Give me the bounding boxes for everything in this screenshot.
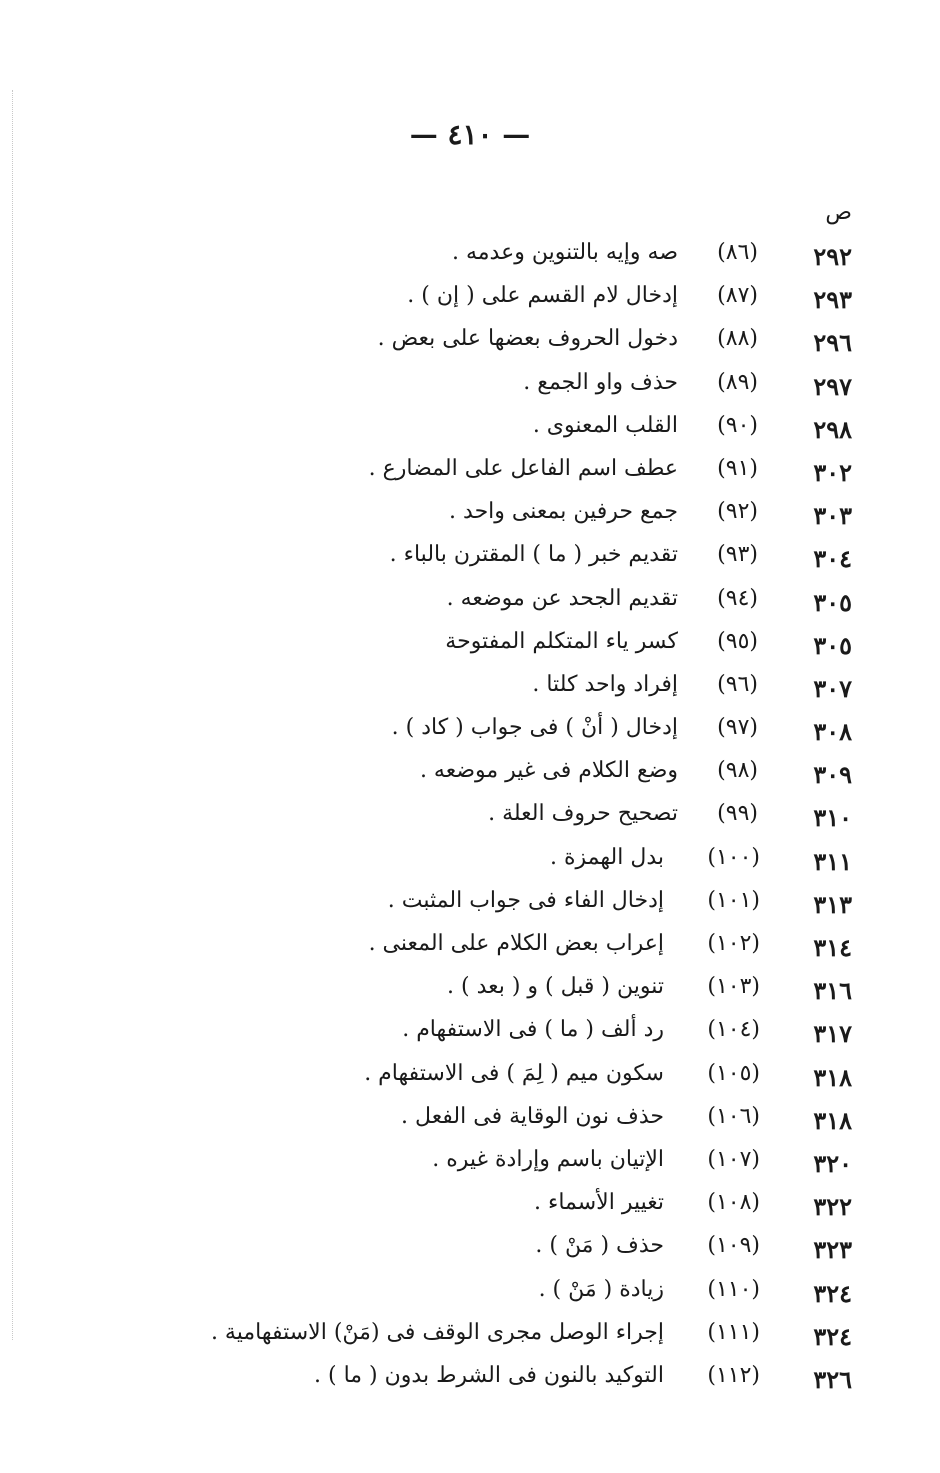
toc-entry-title: إدخال الفاء فى جواب المثبت .: [387, 887, 664, 913]
toc-entry-title: جمع حرفين بمعنى واحد .: [449, 499, 678, 525]
toc-entry-number: (١٠١): [707, 887, 760, 913]
toc-entry-page: ٢٩٦: [813, 328, 852, 358]
toc-entry-number: (١٠٩): [707, 1233, 760, 1259]
toc-entry-title: وضع الكلام فى غير موضعه .: [419, 758, 678, 784]
toc-entry: [0, 322, 940, 365]
toc-entry-number: (٨٧): [717, 283, 758, 309]
toc-entry-page: ٣٢٠: [813, 1148, 852, 1178]
toc-entry: [0, 1229, 940, 1272]
page-column-header: ص: [825, 200, 852, 225]
toc-list: [0, 236, 940, 1402]
toc-entry-page: ٣١٨: [813, 1062, 852, 1092]
toc-entry-number: (١٠٢): [707, 931, 760, 956]
toc-entry-page: ٢٩٨: [813, 414, 852, 444]
toc-entry-page: ٣٠٥: [813, 587, 852, 617]
toc-entry-page: ٣١١: [813, 846, 852, 876]
toc-entry: [0, 1273, 940, 1316]
toc-entry: [0, 668, 940, 711]
toc-entry-page: ٣٢٤: [813, 1278, 852, 1308]
toc-entry-number: (٩٥): [717, 628, 758, 654]
toc-entry: [0, 538, 940, 581]
toc-entry-title: حذف نون الوقاية فى الفعل .: [401, 1103, 664, 1129]
toc-entry-number: (٩٠): [717, 412, 758, 438]
toc-entry-page: ٣٢٢: [813, 1192, 852, 1222]
toc-entry-title: الإتيان باسم وإرادة غيره .: [432, 1146, 664, 1172]
toc-entry-number: (٩٢): [717, 499, 758, 525]
toc-entry-page: ٣٢٦: [813, 1364, 852, 1394]
toc-entry-number: (١٠٠): [707, 844, 760, 870]
toc-entry-title: رد ألف ( ما ) فى الاستفهام .: [402, 1017, 664, 1043]
toc-entry-number: (١٠٣): [707, 974, 760, 1000]
toc-entry-title: تقديم خبر ( ما ) المقترن بالباء .: [389, 542, 678, 568]
toc-entry-title: القلب المعنوى .: [532, 412, 678, 438]
toc-entry-page: ٣١٨: [813, 1105, 852, 1135]
toc-entry-title: إعراب بعض الكلام على المعنى .: [368, 931, 664, 956]
toc-entry-title: إدخال ( أنْ ) فى جواب ( كاد ) .: [391, 715, 678, 741]
toc-entry-number: (٩٧): [717, 715, 758, 741]
toc-entry-title: حذف ( مَنْ ) .: [535, 1233, 664, 1259]
toc-entry-page: ٣٢٤: [813, 1321, 852, 1351]
toc-entry-title: تغيير الأسماء .: [534, 1190, 664, 1216]
toc-entry-number: (١١١): [707, 1319, 760, 1345]
toc-entry: [0, 495, 940, 538]
toc-entry-number: (٩٤): [717, 585, 758, 611]
toc-entry: [0, 754, 940, 797]
toc-entry-number: (٨٨): [717, 326, 758, 352]
toc-entry: [0, 236, 940, 279]
toc-entry: [0, 625, 940, 668]
toc-entry-number: (١٠٥): [707, 1060, 760, 1086]
toc-entry-number: (٩٦): [717, 671, 758, 697]
toc-entry-number: (١٠٦): [707, 1103, 760, 1129]
toc-entry: [0, 797, 940, 840]
toc-entry: [0, 1057, 940, 1100]
toc-entry-page: ٣٠٩: [813, 760, 852, 790]
toc-entry-title: حذف واو الجمع .: [523, 369, 678, 395]
toc-entry: [0, 1186, 940, 1229]
toc-entry: [0, 1143, 940, 1186]
toc-entry-number: (٨٦): [717, 240, 758, 265]
toc-entry: [0, 279, 940, 322]
toc-entry: [0, 970, 940, 1013]
toc-entry-page: ٣١٦: [813, 976, 852, 1006]
toc-entry-page: ٣٠٥: [813, 630, 852, 660]
toc-entry-number: (١٠٧): [707, 1146, 760, 1172]
toc-entry-title: دخول الحروف بعضها على بعض .: [377, 326, 678, 352]
toc-entry-title: كسر ياء المتكلم المفتوحة: [445, 628, 678, 654]
page-number: — ٤١٠ —: [409, 118, 531, 151]
toc-entry-number: (٩٩): [717, 801, 758, 827]
toc-entry: [0, 1100, 940, 1143]
toc-entry: [0, 884, 940, 927]
toc-entry-title: صه وإيه بالتنوين وعدمه .: [451, 240, 678, 265]
toc-entry-page: ٣٠٨: [813, 717, 852, 747]
toc-entry-number: (١٠٤): [707, 1017, 760, 1043]
toc-entry-number: (١١٠): [707, 1276, 760, 1302]
toc-entry-page: ٢٩٣: [813, 285, 852, 315]
toc-entry-title: بدل الهمزة .: [550, 844, 664, 870]
toc-entry-number: (٩١): [717, 455, 758, 481]
toc-entry-title: تنوين ( قبل ) و ( بعد ) .: [447, 974, 664, 1000]
toc-entry: [0, 711, 940, 754]
toc-entry: [0, 1316, 940, 1359]
toc-entry-number: (١١٢): [707, 1362, 760, 1388]
toc-entry-title: عطف اسم الفاعل على المضارع .: [368, 455, 678, 481]
toc-entry-number: (٩٣): [717, 542, 758, 568]
toc-entry-title: زيادة ( مَنْ ) .: [538, 1276, 664, 1302]
toc-entry-page: ٣١٠: [813, 803, 852, 833]
toc-entry: [0, 841, 940, 884]
toc-entry-page: ٣٠٤: [813, 544, 852, 574]
toc-entry-page: ٣١٣: [813, 889, 852, 919]
toc-entry-page: ٣٠٣: [813, 501, 852, 531]
toc-entry-number: (٩٨): [717, 758, 758, 784]
toc-entry-title: سكون ميم ( لِمَ ) فى الاستفهام .: [364, 1060, 664, 1086]
toc-entry-title: إجراء الوصل مجرى الوقف فى (مَنْ) الاستفهامية .: [210, 1319, 664, 1345]
toc-entry: [0, 409, 940, 452]
toc-entry: [0, 1359, 940, 1402]
toc-entry-number: (٨٩): [717, 369, 758, 395]
toc-entry-page: ٢٩٢: [813, 242, 852, 271]
toc-entry-page: ٣٢٣: [813, 1235, 852, 1265]
toc-entry-page: ٢٩٧: [813, 371, 852, 401]
toc-entry: [0, 927, 940, 970]
toc-entry: [0, 1013, 940, 1056]
toc-entry-title: تصحيح حروف العلة .: [488, 801, 678, 827]
toc-entry-page: ٣١٤: [813, 933, 852, 962]
toc-entry-page: ٣٠٧: [813, 673, 852, 703]
toc-entry: [0, 452, 940, 495]
toc-entry: [0, 582, 940, 625]
toc-entry-title: إدخال لام القسم على ( إن ) .: [407, 283, 678, 309]
toc-entry-title: إفراد واحد كلتا .: [532, 671, 678, 697]
toc-entry-page: ٣٠٢: [813, 457, 852, 487]
toc-entry-title: تقديم الجحد عن موضعه .: [446, 585, 678, 611]
toc-entry-title: التوكيد بالنون فى الشرط بدون ( ما ) .: [314, 1362, 664, 1388]
toc-entry-number: (١٠٨): [707, 1190, 760, 1216]
toc-entry-page: ٣١٧: [813, 1019, 852, 1049]
toc-entry: [0, 366, 940, 409]
